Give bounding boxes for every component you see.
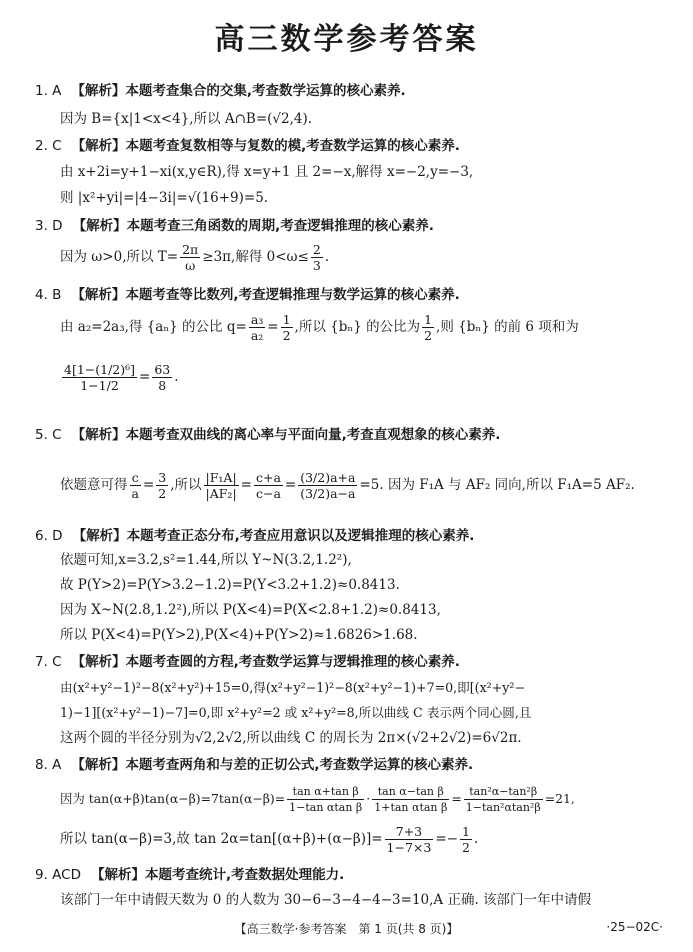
q7-desc: 本题考查圆的方程,考查数学运算与逻辑推理的核心素养. — [125, 654, 460, 670]
q3-frac-period: $\frac{2\pi}{\omega}$ — [182, 242, 199, 273]
q2-line2: 则 |x²+yi|=|4−3i|=√(16+9)=5. — [60, 190, 269, 206]
q1-header — [35, 82, 406, 100]
q3-frac-bound: $\frac{2}{3}$ — [312, 242, 321, 273]
q3-answer: 3. D — [35, 218, 63, 234]
q4-tag: 【解析】 — [71, 287, 126, 303]
q9-header — [35, 866, 344, 884]
q6-line2: 故 P(Y>2)=P(Y>3.2−1.2)=P(Y<3.2+1.2)≈0.8413. — [60, 577, 400, 593]
q7-line2: 1)−1][(x²+y²−1)−7]=0,即 x²+y²=2 或 x²+y²=8,所以曲线 C 表示两个同心圆,且 — [60, 705, 532, 720]
q9-tag: 【解析】 — [91, 867, 145, 883]
q6-line4: 所以 P(X<4)=P(Y>2),P(X<4)+P(Y>2)≈1.6826>1.68. — [60, 627, 418, 643]
q6-line3: 因为 X~N(2.8,1.2²),所以 P(X<4)=P(X<2.8+1.2)≈0.8413, — [60, 602, 441, 618]
q3-tag: 【解析】 — [72, 218, 127, 234]
q2-line1: 由 x+2i=y+1−xi(x,y∈R),得 x=y+1 且 2=−x,解得 x=−2,y=−3, — [60, 164, 474, 180]
q6-tag: 【解析】 — [72, 528, 127, 544]
q5-line1: 依题意可得 $\frac{c}{a}$ = $\frac{3}{2}$ ,所以 $\frac{\text{|F₁A|}}{\text{|AF₂|}}$ = $\frac{c+a}{c-a}$ = $\frac{(3/2)a+a}{(3/2)a-a}$ =5. 因为 F₁A 与 AF₂ 同向,所以 F₁A=5 AF₂. — [60, 470, 635, 501]
q8-frac-square: $\frac{\text{tan²α−tan²β}}{\text{1−tan²αtan²β}}$ — [465, 785, 541, 814]
q9-line1: 该部门一年中请假天数为 0 的人数为 30−6−3−4−4−3=10,A 正确. 该部门一年中请假 — [60, 892, 592, 908]
q6-line1: 依题可知,x=3.2,s²=1.44,所以 Y~N(3.2,1.2²), — [60, 552, 352, 568]
q1-desc: 本题考查集合的交集,考查数学运算的核心素养. — [125, 83, 406, 99]
q4-frac-result: $\frac{63}{8}$ — [154, 362, 171, 393]
page-footer: 【高三数学·参考答案 第 1 页(共 8 页)】 — [234, 922, 459, 936]
q4-frac-half-b: $\frac{1}{2}$ — [424, 312, 433, 343]
q8-header — [35, 756, 473, 774]
q8-frac-half: $\frac{1}{2}$ — [461, 824, 470, 855]
q4-frac-half: $\frac{1}{2}$ — [282, 312, 291, 343]
q5-tag: 【解析】 — [71, 427, 126, 443]
q4-frac-ratio: $\frac{\text{a₃}}{\text{a₂}}$ — [250, 312, 264, 343]
q2-header — [35, 137, 460, 155]
q1-answer: 1. A — [35, 83, 62, 99]
q8-answer: 8. A — [35, 757, 62, 773]
q3-text-b: ≥3π,解得 0<ω≤ — [202, 249, 309, 265]
q8-frac-tan2a: $\frac{7+3}{1-7\times 3}$ — [386, 824, 432, 855]
q6-desc: 本题考查正态分布,考查应用意识以及逻辑推理的核心素养. — [126, 528, 475, 544]
q8-line2: 所以 tan(α−β)=3,故 tan 2α=tan[(α+β)+(α−β)]= $\frac{7+3}{1-7\times 3}$ =− $\frac{1}{2}$ . — [60, 824, 479, 855]
q5-frac-ca: $\frac{c+a}{c-a}$ — [255, 470, 281, 501]
q6-answer: 6. D — [35, 528, 63, 544]
q4-answer: 4. B — [35, 287, 62, 303]
q4-line2: $\frac{\text{4[1−(1/2)⁶]}}{1-1/2}$ = $\frac{63}{8}$ . — [64, 362, 179, 393]
q8-desc: 本题考查两角和与差的正切公式,考查数学运算的核心素养. — [125, 757, 474, 773]
q5-frac-nested: $\frac{(3/2)a+a}{(3/2)a-a}$ — [300, 470, 356, 501]
q3-header — [35, 217, 434, 235]
q7-header — [35, 653, 460, 671]
q1-line1: 因为 B={x|1<x<4},所以 A∩B=(√2,4). — [60, 111, 313, 127]
q7-line1: 由(x²+y²−1)²−8(x²+y²)+15=0,得(x²+y²−1)²−8(x²+y²−1)+7=0,即[(x²+y²− — [60, 680, 525, 695]
q8-line1: 因为 tan(α+β)tan(α−β)=7tan(α−β)= $\frac{\text{tan α+tan β}}{\text{1−tan αtan β}}$ · $\frac{\text{tan α−tan β}}{\text{1+tan αtan β}}$ = $\frac{\text{tan²α−tan²β}}{\text{1−tan²αtan²β}}$ =21, — [60, 785, 575, 814]
q5-answer: 5. C — [35, 427, 62, 443]
q4-header — [35, 286, 460, 304]
q7-tag: 【解析】 — [71, 654, 126, 670]
q2-tag: 【解析】 — [71, 138, 126, 154]
q3-desc: 本题考查三角函数的周期,考查逻辑推理的核心素养. — [126, 218, 434, 234]
q8-tag: 【解析】 — [71, 757, 126, 773]
q3-line1: 因为 ω>0,所以 T= $\frac{2\pi}{\omega}$ ≥3π,解得 0<ω≤ $\frac{2}{3}$ . — [60, 242, 330, 273]
page-title: 高三数学参考答案 — [214, 22, 479, 57]
q5-frac-vec: $\frac{\text{|F₁A|}}{\text{|AF₂|}}$ — [205, 470, 237, 501]
q4-desc: 本题考查等比数列,考查逻辑推理与数学运算的核心素养. — [125, 287, 460, 303]
q7-line3: 这两个圆的半径分别为√2,2√2,所以曲线 C 的周长为 2π×(√2+2√2)=6√2π. — [60, 730, 522, 746]
q5-desc: 本题考查双曲线的离心率与平面向量,考查直观想象的核心素养. — [125, 427, 501, 443]
q6-header — [35, 527, 474, 545]
q8-frac-diff: $\frac{\text{tan α−tan β}}{\text{1+tan αtan β}}$ — [374, 785, 448, 814]
q5-header — [35, 426, 500, 444]
q4-frac-sum: $\frac{\text{4[1−(1/2)⁶]}}{1-1/2}$ — [64, 362, 136, 393]
q8-frac-sum: $\frac{\text{tan α+tan β}}{\text{1−tan αtan β}}$ — [289, 785, 363, 814]
q5-frac-3-2: $\frac{3}{2}$ — [158, 470, 167, 501]
q2-answer: 2. C — [35, 138, 62, 154]
q9-answer: 9. ACD — [35, 867, 81, 883]
q4-line1: 由 a₂=2a₃,得 {aₙ} 的公比 q= $\frac{\text{a₃}}{\text{a₂}}$ = $\frac{1}{2}$ ,所以 {bₙ} 的公比为 $\frac{1}{2}$ ,则 {bₙ} 的前 6 项和为 — [60, 312, 579, 343]
q3-text-a: 因为 ω>0,所以 T= — [60, 249, 179, 265]
q1-tag: 【解析】 — [71, 83, 126, 99]
doc-code: ·25−02C· — [606, 920, 663, 934]
q5-frac-e: $\frac{c}{a}$ — [131, 470, 139, 501]
q7-answer: 7. C — [35, 654, 62, 670]
q9-desc: 本题考查统计,考查数据处理能力. — [145, 867, 345, 883]
q2-desc: 本题考查复数相等与复数的模,考查数学运算的核心素养. — [125, 138, 460, 154]
